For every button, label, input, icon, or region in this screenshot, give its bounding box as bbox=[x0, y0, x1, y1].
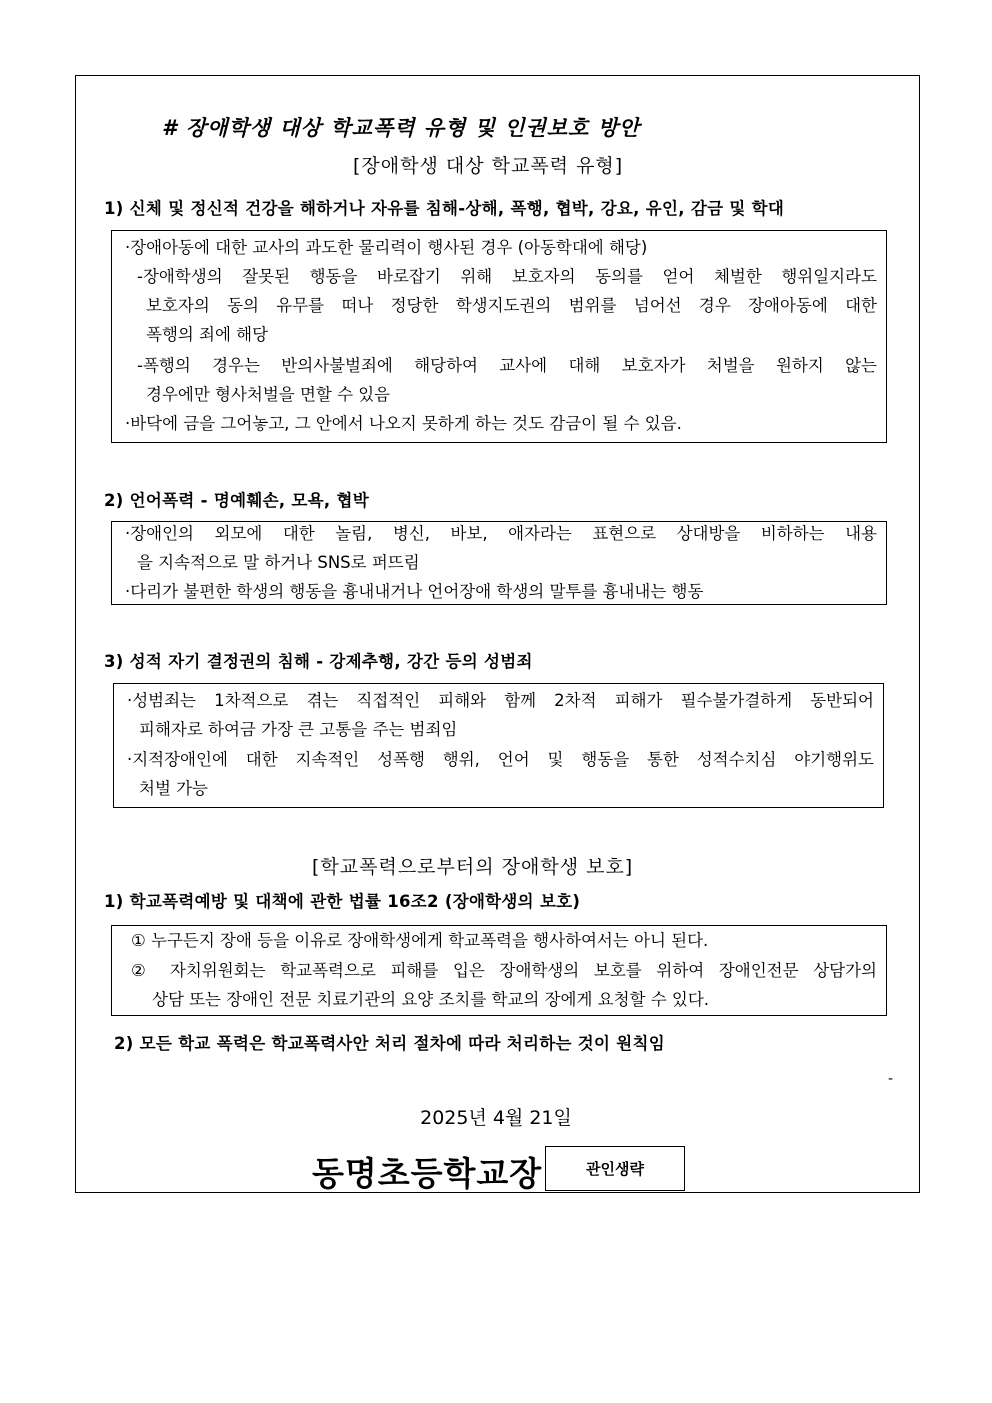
law-line: 상담 또는 장애인 전문 치료기관의 요양 조치를 학교의 장에게 요청할 수 있다. bbox=[152, 990, 710, 1009]
physical-violence-heading: 1) 신체 및 정신적 건강을 해하거나 자유를 침해-상해, 폭행, 협박, 강요, 유인, 감금 및 학대 bbox=[104, 199, 785, 218]
sexual-violence-line: ·지적장애인에 대한 지속적인 성폭행 행위, 언어 및 행동을 통한 성적수치심 야기행위도 bbox=[127, 750, 874, 769]
signer-name: 동명초등학교장 bbox=[312, 1154, 543, 1193]
physical-violence-line: ·바닥에 금을 그어놓고, 그 안에서 나오지 못하게 하는 것도 감금이 될 수 있음. bbox=[125, 414, 682, 433]
physical-violence-box bbox=[111, 230, 887, 443]
physical-violence-line: 경우에만 형사처벌을 면할 수 있음 bbox=[146, 385, 391, 404]
law-line: ① 누구든지 장애 등을 이유로 장애학생에게 학교폭력을 행사하여서는 아니 된다. bbox=[131, 931, 709, 950]
verbal-violence-heading: 2) 언어폭력 - 명예훼손, 모욕, 협박 bbox=[104, 491, 369, 510]
verbal-violence-line: ·장애인의 외모에 대한 놀림, 병신, 바보, 애자라는 표현으로 상대방을 비하하는 내용 bbox=[125, 524, 877, 543]
seal-box bbox=[545, 1146, 685, 1191]
sexual-violence-line: 피해자로 하여금 가장 큰 고통을 주는 범죄임 bbox=[139, 720, 458, 739]
law-line: ② 자치위원회는 학교폭력으로 피해를 입은 장애학생의 보호를 위하여 장애인전문 상담가의 bbox=[131, 961, 877, 980]
physical-violence-line: ·장애아동에 대한 교사의 과도한 물리력이 행사된 경우 (아동학대에 해당) bbox=[125, 238, 648, 257]
physical-violence-line: 보호자의 동의 유무를 떠나 정당한 학생지도권의 범위를 넘어선 경우 장애아동에 대한 bbox=[146, 296, 877, 315]
sexual-violence-heading: 3) 성적 자기 결정권의 침해 - 강제추행, 강간 등의 성범죄 bbox=[104, 652, 533, 671]
law-heading: 1) 학교폭력예방 및 대책에 관한 법률 16조2 (장애학생의 보호) bbox=[104, 892, 581, 911]
law-box bbox=[111, 925, 887, 1016]
violence-types-subtitle: [장애학생 대상 학교폭력 유형] bbox=[353, 155, 624, 177]
physical-violence-line: -장애학생의 잘못된 행동을 바로잡기 위해 보호자의 동의를 얻어 체벌한 행위일지라도 bbox=[137, 267, 877, 286]
principle-text: 2) 모든 학교 폭력은 학교폭력사안 처리 절차에 따라 처리하는 것이 원칙임 bbox=[114, 1034, 665, 1053]
protection-subtitle: [학교폭력으로부터의 장애학생 보호] bbox=[312, 856, 634, 878]
physical-violence-line: 폭행의 죄에 해당 bbox=[146, 325, 269, 344]
verbal-violence-line: 을 지속적으로 말 하거나 SNS로 퍼뜨림 bbox=[137, 553, 420, 572]
sexual-violence-line: ·성범죄는 1차적으로 겪는 직접적인 피해와 함께 2차적 피해가 필수불가결하게 동반되어 bbox=[127, 691, 874, 710]
physical-violence-line: -폭행의 경우는 반의사불벌죄에 해당하여 교사에 대해 보호자가 처벌을 원하지 않는 bbox=[137, 356, 877, 375]
verbal-violence-line: ·다리가 불편한 학생의 행동을 흉내내거나 언어장애 학생의 말투를 흉내내는 행동 bbox=[125, 582, 704, 601]
document-title: # 장애학생 대상 학교폭력 유형 및 인권보호 방안 bbox=[162, 116, 641, 140]
sexual-violence-box bbox=[113, 683, 884, 808]
seal-label: 관인생략 bbox=[586, 1160, 644, 1178]
document-date: 2025년 4월 21일 bbox=[420, 1107, 572, 1129]
sexual-violence-line: 처벌 가능 bbox=[139, 779, 209, 798]
dash-mark: - bbox=[888, 1071, 894, 1087]
verbal-violence-box bbox=[111, 521, 887, 605]
